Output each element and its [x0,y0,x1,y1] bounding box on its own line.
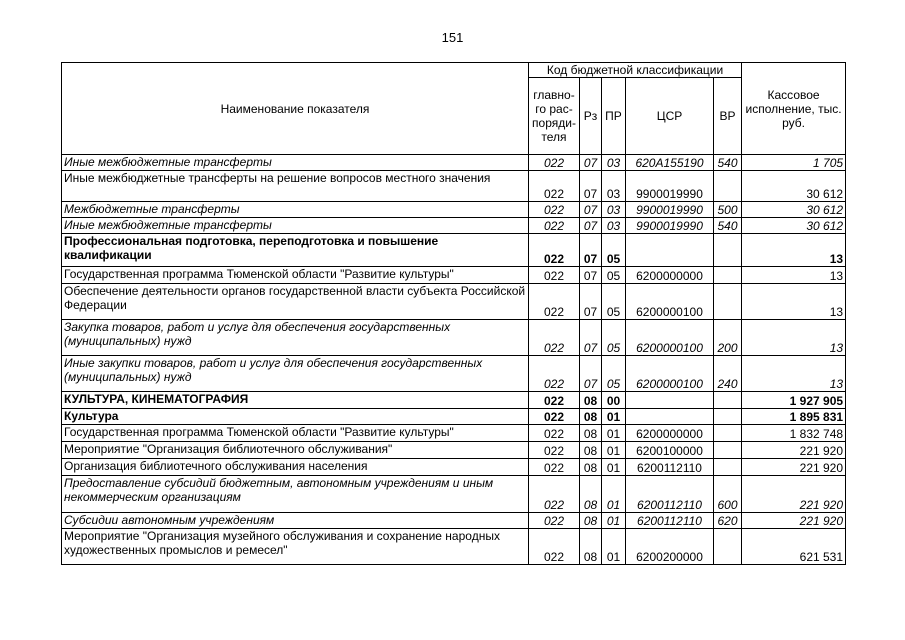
row-pr: 05 [602,284,626,320]
row-csr: 6200000100 [626,284,714,320]
row-name: Мероприятие "Организация библиотечного обслуживания" [62,442,529,459]
row-amount: 13 [742,234,846,267]
row-name: Организация библиотечного обслуживания населения [62,459,529,476]
row-name: Иные межбюджетные трансферты на решение вопросов местного значения [62,171,529,202]
row-vr: 540 [714,218,742,234]
row-name: Предоставление субсидий бюджетным, автономным учреждениям и иным некоммерческим организациям [62,476,529,513]
table-row [62,234,846,267]
row-rz: 07 [580,202,602,218]
row-name: Иные закупки товаров, работ и услуг для обеспечения государственных (муниципальных) нужд [62,356,529,392]
row-pr: 03 [602,155,626,171]
row-name: Государственная программа Тюменской области "Развитие культуры" [62,425,529,442]
row-rz: 08 [580,476,602,513]
table-row [62,171,846,202]
row-vr: 540 [714,155,742,171]
row-amount: 221 920 [742,513,846,529]
row-name: Межбюджетные трансферты [62,202,529,218]
row-gr: 022 [529,425,580,442]
row-pr: 03 [602,202,626,218]
table-row [62,409,846,425]
row-rz: 07 [580,218,602,234]
row-amount: 1 895 831 [742,409,846,425]
row-csr [626,409,714,425]
table-row [62,320,846,356]
row-csr: 6200000100 [626,356,714,392]
row-pr: 01 [602,409,626,425]
header-gr: главно-го рас-поряди-теля [529,78,580,155]
table-row [62,529,846,565]
row-amount: 30 612 [742,171,846,202]
row-amount: 13 [742,320,846,356]
row-vr [714,425,742,442]
row-pr: 03 [602,171,626,202]
row-name: Субсидии автономным учреждениям [62,513,529,529]
row-vr: 200 [714,320,742,356]
row-pr: 01 [602,459,626,476]
table-row [62,459,846,476]
row-vr [714,234,742,267]
row-csr [626,392,714,409]
row-csr: 9900019990 [626,218,714,234]
table-row [62,202,846,218]
row-csr: 6200112110 [626,513,714,529]
row-vr [714,171,742,202]
row-rz: 07 [580,171,602,202]
row-vr [714,392,742,409]
row-gr: 022 [529,513,580,529]
row-name: Иные межбюджетные трансферты [62,218,529,234]
row-csr: 9900019990 [626,171,714,202]
table-row [62,155,846,171]
row-vr: 600 [714,476,742,513]
row-vr [714,459,742,476]
row-amount: 1 705 [742,155,846,171]
row-vr [714,284,742,320]
table-row [62,267,846,284]
row-vr: 240 [714,356,742,392]
row-pr: 05 [602,356,626,392]
row-gr: 022 [529,171,580,202]
row-rz: 07 [580,234,602,267]
row-pr: 01 [602,425,626,442]
row-name: Закупка товаров, работ и услуг для обеспечения государственных (муниципальных) нужд [62,320,529,356]
row-amount: 30 612 [742,218,846,234]
row-amount: 1 927 905 [742,392,846,409]
table-row [62,513,846,529]
row-csr: 9900019990 [626,202,714,218]
row-vr: 500 [714,202,742,218]
row-rz: 08 [580,459,602,476]
row-csr: 6200000000 [626,267,714,284]
header-rz: Рз [580,78,602,155]
row-gr: 022 [529,320,580,356]
table-row [62,356,846,392]
header-code-group: Код бюджетной классификации [529,63,742,78]
row-vr: 620 [714,513,742,529]
row-csr: 620А155190 [626,155,714,171]
row-rz: 08 [580,513,602,529]
header-csr: ЦСР [626,78,714,155]
table-row [62,442,846,459]
row-name: Культура [62,409,529,425]
row-pr: 05 [602,234,626,267]
row-pr: 01 [602,513,626,529]
row-vr [714,529,742,565]
row-pr: 05 [602,320,626,356]
row-csr: 6200000100 [626,320,714,356]
row-gr: 022 [529,284,580,320]
row-gr: 022 [529,442,580,459]
row-amount: 221 920 [742,476,846,513]
row-vr [714,409,742,425]
row-gr: 022 [529,476,580,513]
row-csr [626,234,714,267]
budget-table [61,62,846,565]
row-rz: 07 [580,356,602,392]
row-rz: 08 [580,392,602,409]
row-gr: 022 [529,529,580,565]
row-rz: 07 [580,284,602,320]
row-rz: 07 [580,267,602,284]
row-amount: 13 [742,284,846,320]
row-rz: 07 [580,320,602,356]
row-amount: 13 [742,267,846,284]
row-gr: 022 [529,459,580,476]
row-pr: 03 [602,218,626,234]
header-amount: Кассовое исполнение, тыс. руб. [742,63,846,155]
row-gr: 022 [529,234,580,267]
row-pr: 01 [602,529,626,565]
row-rz: 07 [580,155,602,171]
row-name: КУЛЬТУРА, КИНЕМАТОГРАФИЯ [62,392,529,409]
row-rz: 08 [580,425,602,442]
row-gr: 022 [529,218,580,234]
row-gr: 022 [529,392,580,409]
page-number: 151 [441,30,464,45]
row-pr: 01 [602,442,626,459]
row-csr: 6200200000 [626,529,714,565]
table-row [62,284,846,320]
table-row [62,218,846,234]
row-name: Государственная программа Тюменской области "Развитие культуры" [62,267,529,284]
row-amount: 13 [742,356,846,392]
row-csr: 6200112110 [626,476,714,513]
row-name: Обеспечение деятельности органов государственной власти субъекта Российской Федерации [62,284,529,320]
table-body [62,155,846,565]
row-amount: 30 612 [742,202,846,218]
row-csr: 6200112110 [626,459,714,476]
row-rz: 08 [580,529,602,565]
row-name: Иные межбюджетные трансферты [62,155,529,171]
row-gr: 022 [529,267,580,284]
row-rz: 08 [580,409,602,425]
table-row [62,392,846,409]
header-pr: ПР [602,78,626,155]
row-gr: 022 [529,202,580,218]
row-gr: 022 [529,356,580,392]
row-vr [714,442,742,459]
table-row [62,476,846,513]
header-name: Наименование показателя [62,63,529,155]
header-vr: ВР [714,78,742,155]
row-name: Профессиональная подготовка, переподготовка и повышение квалификации [62,234,529,267]
row-pr: 01 [602,476,626,513]
row-csr: 6200100000 [626,442,714,459]
row-gr: 022 [529,155,580,171]
row-rz: 08 [580,442,602,459]
row-amount: 621 531 [742,529,846,565]
row-pr: 00 [602,392,626,409]
table-row [62,425,846,442]
row-amount: 221 920 [742,442,846,459]
row-name: Мероприятие "Организация музейного обслуживания и сохранение народных художественных промыслов и ремесел" [62,529,529,565]
row-gr: 022 [529,409,580,425]
header-row-top [62,63,846,78]
row-pr: 05 [602,267,626,284]
row-amount: 1 832 748 [742,425,846,442]
row-csr: 6200000000 [626,425,714,442]
row-amount: 221 920 [742,459,846,476]
row-vr [714,267,742,284]
